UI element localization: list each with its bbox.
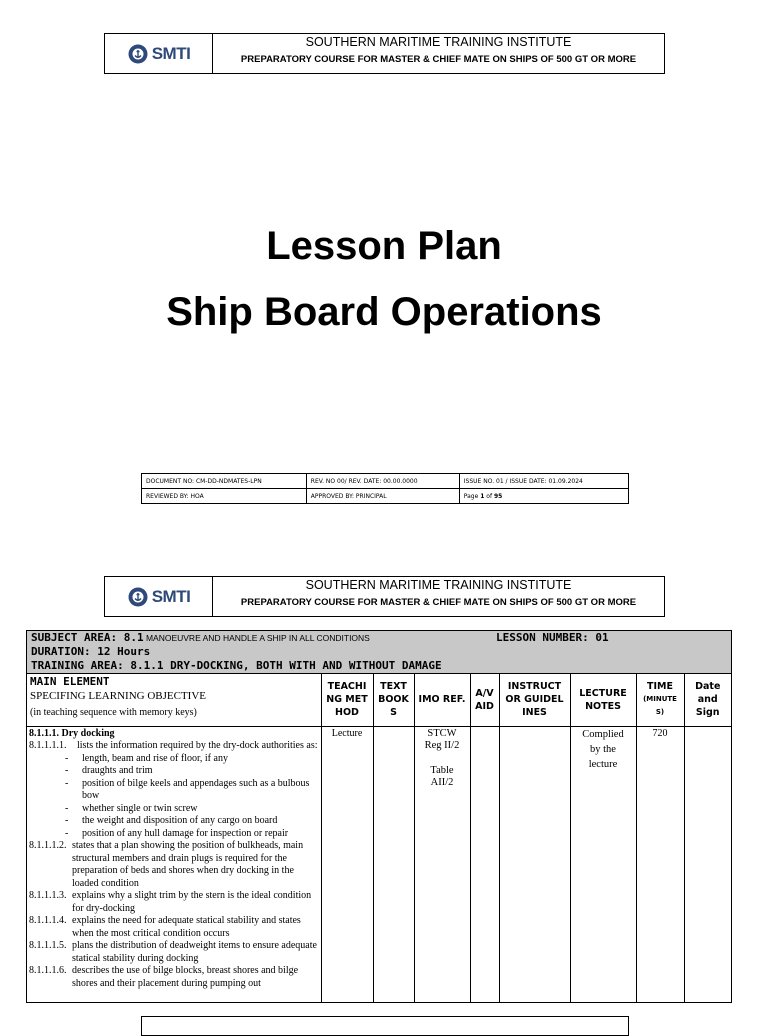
approved-by: APPROVED BY: PRINCIPAL: [306, 489, 459, 504]
teaching-method-header: TEACHING METHOD: [321, 674, 373, 726]
lesson-plan-title: Lesson Plan: [266, 224, 502, 268]
bullet-item: - whether single or twin screw: [65, 802, 198, 814]
document-number: DOCUMENT NO: CM-DD-NDMATES-LPN: [142, 474, 307, 489]
institute-name: SOUTHERN MARITIME TRAINING INSTITUTE: [305, 35, 572, 49]
time-value: 720: [636, 726, 684, 1002]
lecture-notes-value: Complied by the lecture: [570, 726, 636, 1002]
subject-block: [27, 631, 731, 674]
instructor-guidelines-value: [499, 726, 570, 1002]
main-element-header: MAIN ELEMENT SPECIFING LEARNING OBJECTIVE (in teaching sequence with memory keys): [27, 674, 321, 726]
objective-item: 8.1.1.1.6. describes the use of bilge blocks, breast shores and bilge shores and their placement during pumping out: [29, 965, 299, 989]
text-books-header: TEXT BOOKS: [373, 674, 414, 726]
objective-item: 8.1.1.1.1. lists the information required by the dry-dock authorities as:: [29, 740, 318, 751]
duration-label: DURATION: 12: [31, 645, 118, 658]
imo-ref-value: STCW Reg II/2 Table AII/2: [414, 726, 470, 1002]
av-aid-header: A/V AID: [470, 674, 499, 726]
subject-area-label: SUBJECT AREA: 8.1: [31, 631, 144, 644]
revision: REV. NO 00/ REV. DATE: 00.00.0000: [306, 474, 459, 489]
institute-name: SOUTHERN MARITIME TRAINING INSTITUTE: [305, 578, 572, 592]
instructor-guidelines-header: INSTRUCTOR GUIDELINES: [499, 674, 570, 726]
date-sign-value: [684, 726, 731, 1002]
time-header: TIME (MINUTES): [636, 674, 684, 726]
objective-item: 8.1.1.1.5. plans the distribution of deadweight items to ensure adequate statical stability during docking: [29, 940, 317, 964]
page-header: [104, 33, 665, 74]
subject-area-text: MANOEUVRE AND HANDLE A SHIP IN ALL CONDITIONS: [143, 633, 370, 643]
anchor-globe-icon: [127, 586, 149, 608]
time-unit: (MINUTES): [643, 695, 677, 717]
element-heading: 8.1.1.1. Dry docking: [29, 727, 115, 739]
course-name: PREPARATORY COURSE FOR MASTER & CHIEF MATE ON SHIPS OF 500 GT OR MORE: [240, 54, 637, 65]
bullet-item: - draughts and trim: [65, 765, 153, 776]
page-number: Page 1 of 95: [459, 489, 628, 504]
logo-text: SMTI: [151, 43, 191, 63]
objective-item: 8.1.1.1.2. states that a plan showing the position of bulkheads, main structural members and drain plugs is required for the preparation of beds and shores when dry docking in the loaded condition: [29, 840, 304, 889]
text-books-value: [373, 726, 414, 1002]
teaching-method-value: Lecture: [321, 726, 373, 1002]
document-info-table: [141, 473, 629, 504]
reviewed-by: REVIEWED BY: HOA: [142, 489, 307, 504]
subject-title: Ship Board Operations: [166, 290, 602, 334]
date-sign-header: Date and Sign: [684, 674, 731, 726]
course-name: PREPARATORY COURSE FOR MASTER & CHIEF MATE ON SHIPS OF 500 GT OR MORE: [240, 597, 637, 608]
training-area: TRAINING AREA: 8.1.1 DRY-DOCKING, BOTH WITH AND WITHOUT DAMAGE: [31, 659, 442, 672]
smti-logo: [105, 34, 213, 73]
bullet-item: - length, beam and rise of floor, if any: [65, 752, 228, 764]
page-header-2: [104, 576, 665, 617]
objective-item: 8.1.1.1.3. explains why a slight trim by the stern is the ideal condition for dry-docking: [29, 890, 312, 914]
bullet-list: [29, 753, 319, 841]
sequence-note: (in teaching sequence with memory keys): [30, 707, 197, 718]
objectives-cell: [27, 726, 321, 1002]
next-page-footer-table: [141, 1016, 629, 1036]
bullet-item: - position of bilge keels and appendages such as a bulbous bow: [65, 777, 310, 801]
bullet-item: - the weight and disposition of any cargo on board: [65, 815, 278, 826]
lesson-number: LESSON NUMBER: 01: [496, 631, 609, 644]
av-aid-value: [470, 726, 499, 1002]
lesson-plan-table: [26, 630, 732, 1003]
issue: ISSUE NO. 01 / ISSUE DATE: 01.09.2024: [459, 474, 628, 489]
lecture-notes-header: LECTURE NOTES: [570, 674, 636, 726]
objective-list: [29, 840, 319, 990]
anchor-globe-icon: [127, 43, 149, 65]
smti-logo: [105, 577, 213, 616]
imo-ref-header: IMO REF.: [414, 674, 470, 726]
specific-objective-header: SPECIFING LEARNING OBJECTIVE: [30, 690, 206, 702]
logo-text: SMTI: [151, 586, 191, 606]
bullet-item: - position of any hull damage for inspection or repair: [65, 827, 289, 839]
objective-item: 8.1.1.1.4. explains the need for adequate statical stability and states when the most critical condition occurs: [29, 915, 301, 939]
duration-unit: Hours: [117, 645, 151, 658]
